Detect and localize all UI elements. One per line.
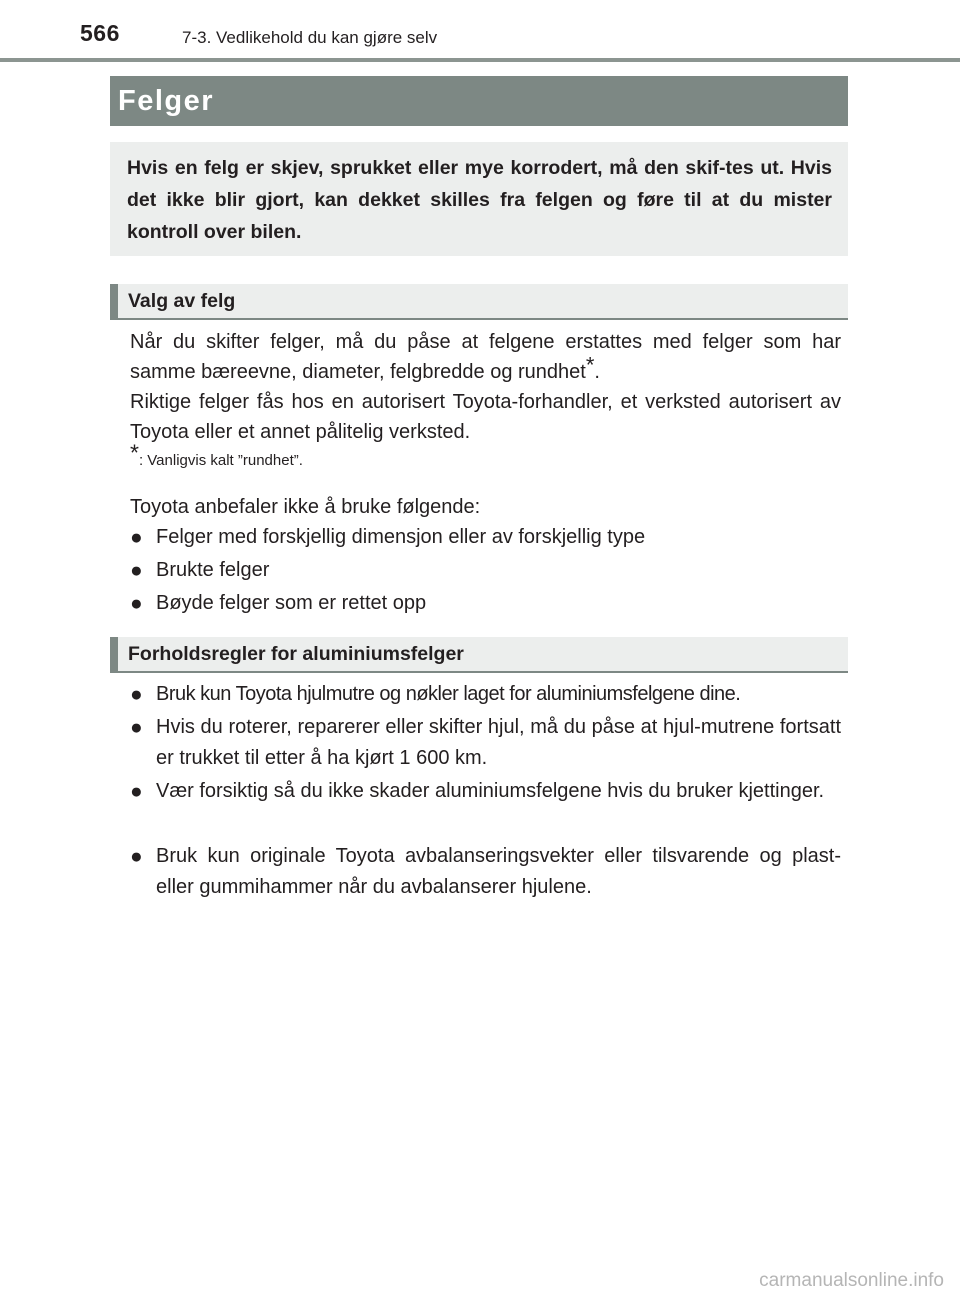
paragraph-felg-requirements: Når du skifter felger, må du påse at felgene erstattes med felger som har samme bæreevne, diameter, felgbredde og rundhet*. bbox=[130, 331, 841, 383]
warning-text: Hvis en felg er skjev, sprukket eller mye korrodert, må den skif-tes ut. Hvis det ikke blir gjort, kan dekket skilles fra felgen og føre til at du mister kontroll over bilen. bbox=[127, 157, 832, 243]
list-item: ● Bruk kun Toyota hjulmutre og nøkler laget for aluminiumsfelgene dine. bbox=[130, 679, 841, 710]
list-item: ● Brukte felger bbox=[130, 555, 841, 586]
title-bar bbox=[110, 76, 848, 126]
footnote-asterisk: * bbox=[130, 439, 139, 466]
page-title: Felger bbox=[118, 84, 215, 117]
list-item: ● Felger med forskjellig dimensjon eller av forskjellig type bbox=[130, 522, 841, 553]
bullet-icon: ● bbox=[130, 683, 143, 706]
header-rule bbox=[0, 58, 960, 62]
warning-box bbox=[110, 142, 848, 256]
page-number: 566 bbox=[80, 20, 120, 46]
list-item: ● Bøyde felger som er rettet opp bbox=[130, 588, 841, 619]
list-item: ● Bruk kun originale Toyota avbalanseringsvekter eller tilsvarende og plast- eller gummihammer når du avbalanserer hjulene. bbox=[130, 841, 841, 903]
bullet-icon: ● bbox=[130, 559, 143, 582]
bullet-icon: ● bbox=[130, 780, 143, 803]
bullet-icon: ● bbox=[130, 526, 143, 549]
list-item: ● Vær forsiktig så du ikke skader aluminiumsfelgene hvis du bruker kjettinger. bbox=[130, 776, 841, 807]
watermark: carmanualsonline.info bbox=[759, 1270, 944, 1291]
list-item: ● Hvis du roterer, reparerer eller skifter hjul, må du påse at hjul-mutrene fortsatt er trukket til etter å ha kjørt 1 600 km. bbox=[130, 712, 841, 774]
bullet-icon: ● bbox=[130, 845, 143, 868]
bullet-icon: ● bbox=[130, 716, 143, 739]
paragraph-where-to-buy: Riktige felger fås hos en autorisert Toyota-forhandler, et verksted autorisert av Toyota eller et annet pålitelig verksted. bbox=[130, 391, 841, 443]
section-heading-valg-av-felg bbox=[110, 284, 848, 320]
section-heading-label: Forholdsregler for aluminiumsfelger bbox=[128, 642, 464, 665]
section-heading-aluminiumsfelger bbox=[110, 637, 848, 673]
footnote-text: : Vanligvis kalt ”rundhet”. bbox=[138, 452, 303, 469]
footnote bbox=[130, 439, 303, 469]
asterisk-mark: * bbox=[585, 352, 595, 378]
running-header: 7-3. Vedlikehold du kan gjøre selv bbox=[182, 28, 438, 47]
paragraph-intro: Toyota anbefaler ikke å bruke følgende: bbox=[130, 496, 481, 518]
bullet-icon: ● bbox=[130, 592, 143, 615]
section-heading-label: Valg av felg bbox=[128, 289, 236, 312]
